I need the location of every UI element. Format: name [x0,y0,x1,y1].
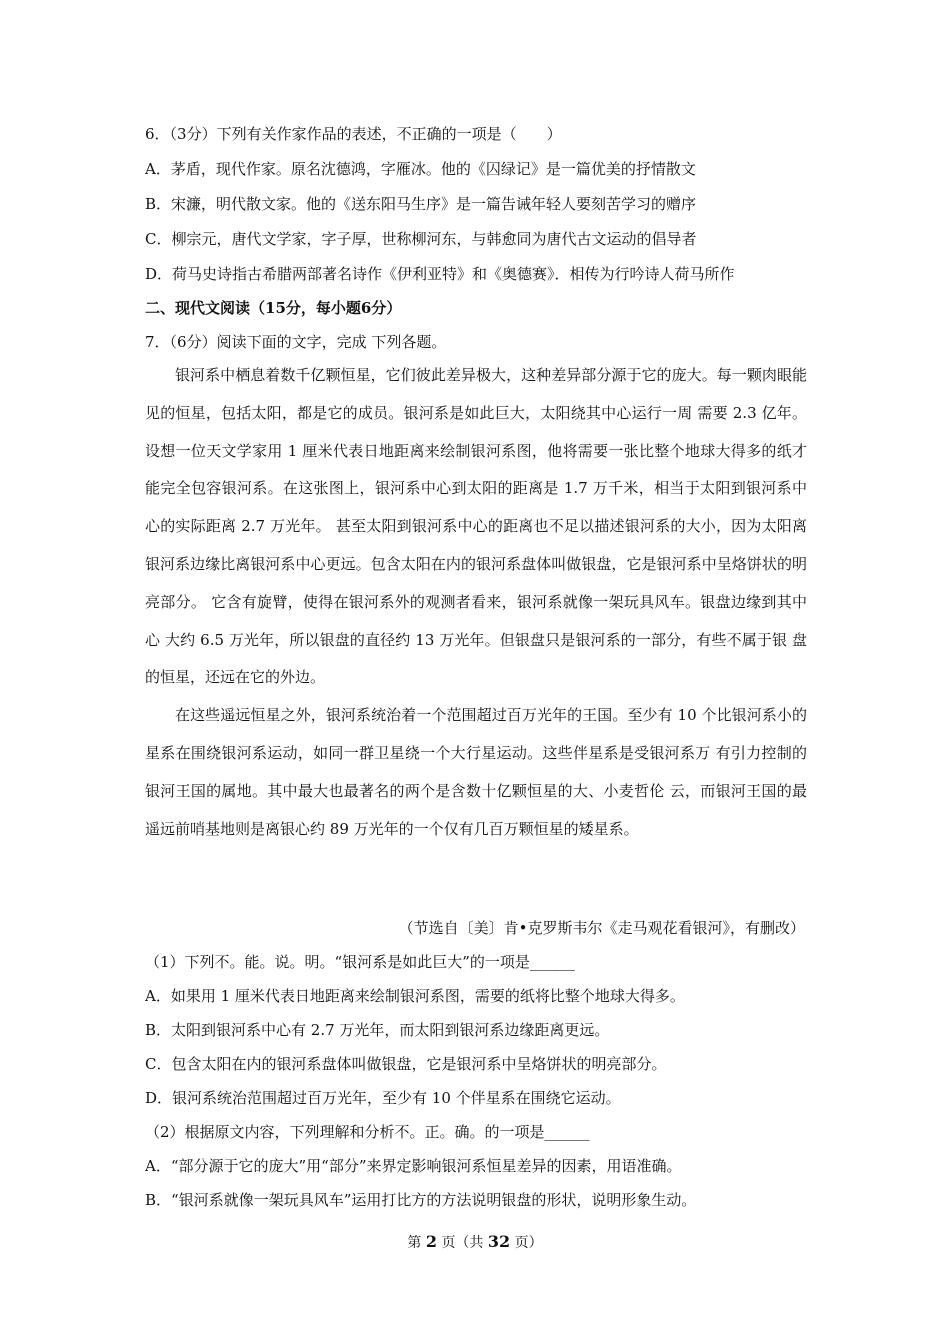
passage-paragraph-2: 在这些遥远恒星之外，银河系统治着一个范围超过百万光年的王国。至少有 10 个比银河系小的星系在围绕银河系运动，如同一群卫星绕一个大行星运动。这些伴星系是受银河系万 有引力控制的银河王国的属地。其中最大也最著名的两个是含数十亿颗恒星的大、小麦哲伦 云，而银河王国的最遥远前哨基地则是离银心约 89 万光年的一个仅有几百万颗恒星的矮星系。 [145,706,807,838]
passage-source: （节选自〔美〕肯•克罗斯韦尔《走马观花看银河》，有删改） [398,919,805,937]
sub-question-1-stem: （1）下列不。能。说。明。“银河系是如此巨大”的一项是______ [145,953,575,971]
question-7-stem: 7．（6分）阅读下面的文字，完成 下列各题。 [145,333,447,351]
question-6-stem: 6．（3分）下列有关作家作品的表述，不正确的一项是（ ） [145,125,562,143]
sub2-option-a: A．“部分源于它的庞大”用“部分”来界定影响银河系恒星差异的因素，用语准确。 [145,1157,682,1175]
section-heading: 二、现代文阅读（15分，每小题6分） [145,299,402,317]
footer-prefix: 第 [407,1235,422,1251]
sub1-option-a: A．如果用 1 厘米代表日地距离来绘制银河系图，需要的纸将比整个地球大得多。 [145,987,685,1005]
q6-option-b: B．宋濂，明代散文家。他的《送东阳马生序》是一篇告诫年轻人要刻苦学习的赠序 [145,195,697,213]
sub2-option-b: B．“银河系就像一架玩具风车”运用打比方的方法说明银盘的形状，说明形象生动。 [145,1191,697,1209]
q6-option-d: D．荷马史诗指古希腊两部著名诗作《伊利亚特》和《奥德赛》．相传为行吟诗人荷马所作 [145,265,735,283]
page-footer [0,1232,950,1253]
footer-middle: 页（共 [441,1235,484,1251]
reading-passage [145,357,807,848]
footer-total-pages: 32 [487,1232,511,1251]
q6-option-a: A．茅盾，现代作家。原名沈德鸿，字雁冰。他的《囚绿记》是一篇优美的抒情散文 [145,160,696,178]
q6-option-c: C．柳宗元，唐代文学家，字子厚，世称柳河东，与韩愈同为唐代古文运动的倡导者 [145,230,697,248]
footer-suffix: 页） [514,1235,543,1251]
sub-question-2-stem: （2）根据原文内容，下列理解和分析不。正。确。的一项是______ [145,1123,590,1141]
sub1-option-d: D．银河系统治范围超过百万光年，至少有 10 个伴星系在围绕它运动。 [145,1089,621,1107]
sub1-option-c: C．包含太阳在内的银河系盘体叫做银盘，它是银河系中呈烙饼状的明亮部分。 [145,1055,667,1073]
passage-paragraph-1: 银河系中栖息着数千亿颗恒星，它们彼此差异极大，这种差异部分源于它的庞大。每一颗肉眼能见的恒星，包括太阳，都是它的成员。银河系是如此巨大，太阳绕其中心运行一周 需要 2.3 亿年。设想一位天文学家用 1 厘米代表日地距离来绘制银河系图，他将需要一张比整个地球大得多的纸才能完全包容银河系。在这张图上，银河系中心到太阳的距离是 1.7 万千米，相当于太阳到银河系中心的实际距离 2.7 万光年。 甚至太阳到银河系中心的距离也不足以描述银河系的大小，因为太阳离银河系边缘比离银河系中心更远。包含太阳在内的银河系盘体叫做银盘，它是银河系中呈烙饼状的明亮部分。 它含有旋臂，使得在银河系外的观测者看来，银河系就像一架玩具风车。银盘边缘到其中心 大约 6.5 万光年，所以银盘的直径约 13 万光年。但银盘只是银河系的一部分，有些不属于银 盘的恒星，还远在它的外边。 [145,366,807,687]
sub1-option-b: B．太阳到银河系中心有 2.7 万光年，而太阳到银河系边缘距离更远。 [145,1021,610,1039]
footer-page-number: 2 [425,1232,437,1251]
